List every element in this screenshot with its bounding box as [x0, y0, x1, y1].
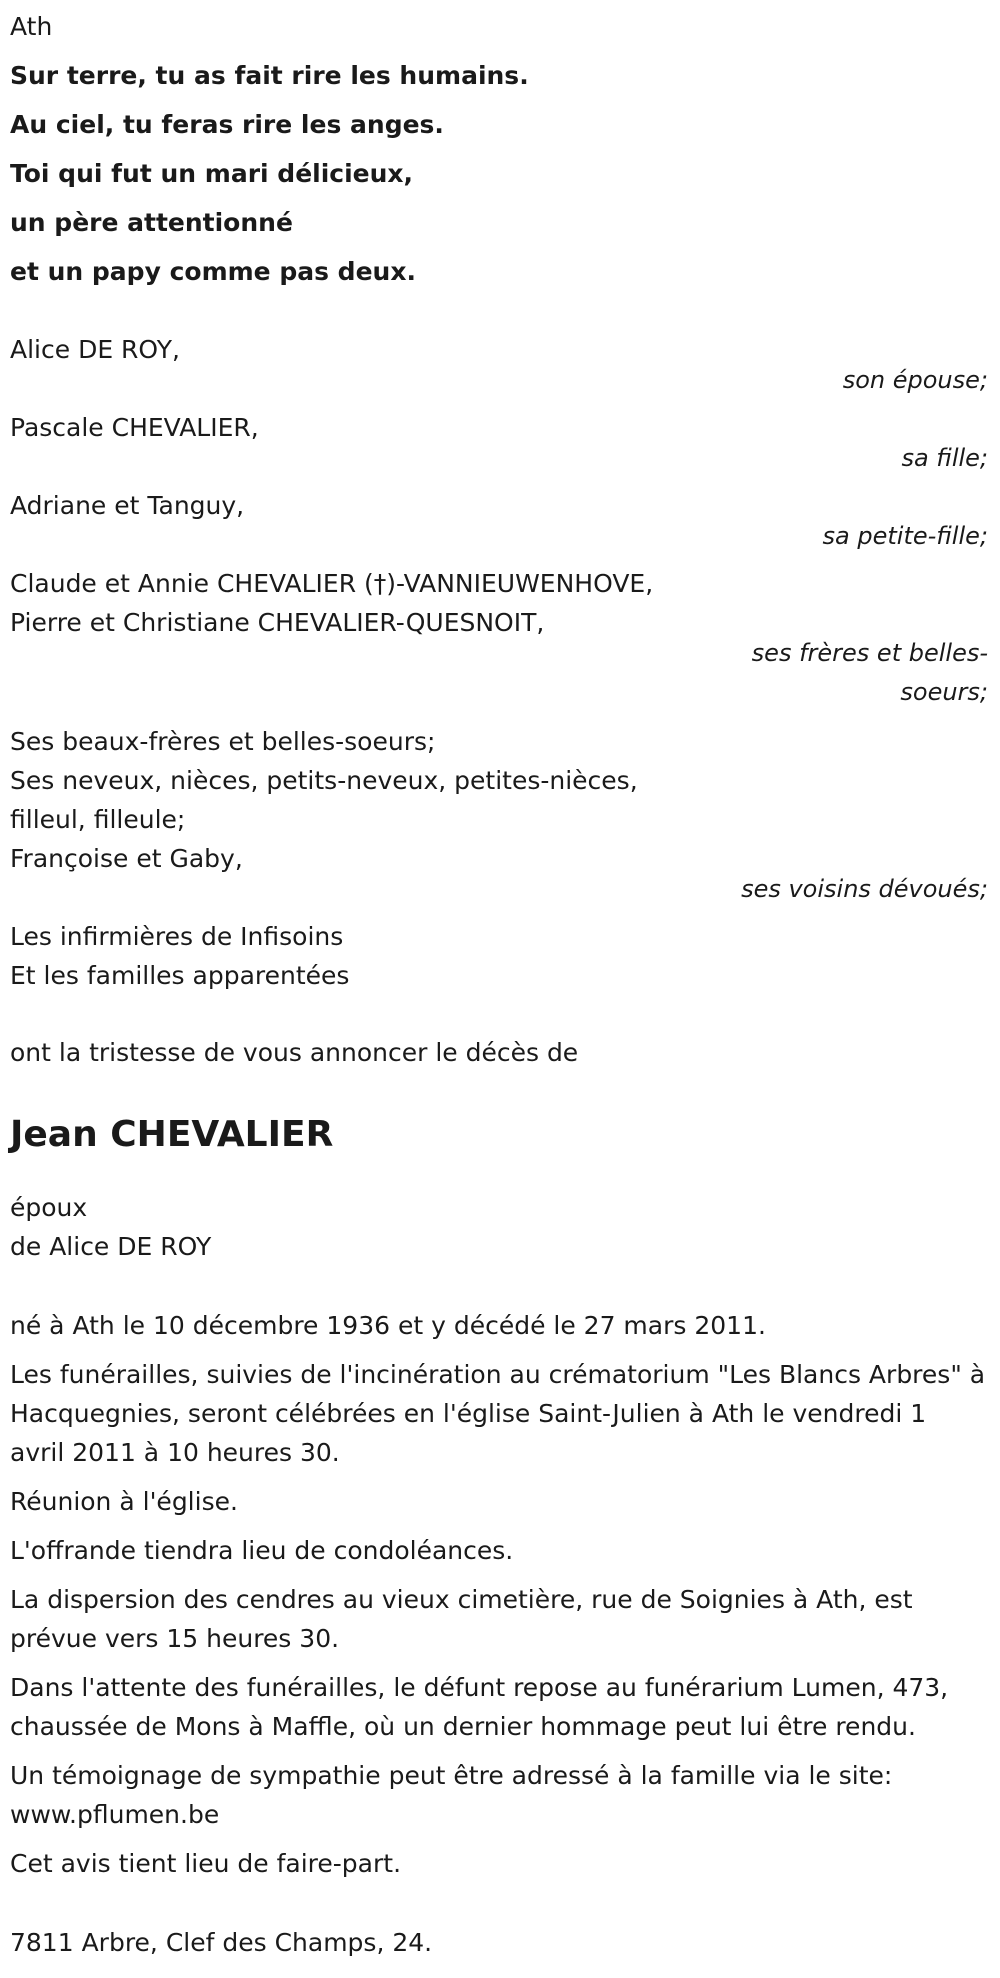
family-role: son épouse; [842, 366, 988, 394]
nephews-line: Ses neveux, nièces, petits-neveux, petites-nièces, [10, 766, 638, 795]
relatives-line: Et les familles apparentées [10, 961, 350, 990]
family-name: Alice DE ROY, [10, 335, 180, 364]
family-name: Pierre et Christiane CHEVALIER-QUESNOIT, [10, 608, 545, 637]
detail-paragraph: Les funérailles, suivies de l'incinération au crématorium "Les Blancs Arbres" à Hacquegnies, seront célébrées en l'église Saint-Julien à Ath le vendredi 1 avril 2011 à 10 heures 30. [10, 1360, 986, 1467]
family-role: ses voisins dévoués; [741, 875, 988, 903]
family-name: Adriane et Tanguy, [10, 491, 245, 520]
family-address: 7811 Arbre, Clef des Champs, 24. [10, 1928, 433, 1957]
death-notice [10, 0, 988, 1962]
poem-line: un père attentionné [10, 208, 293, 237]
poem [10, 51, 988, 296]
detail-paragraph: Dans l'attente des funérailles, le défunt repose au funérarium Lumen, 473, chaussée de Mons à Maffle, où un dernier hommage peut lui être rendu. [10, 1673, 949, 1741]
family-role: sa petite-fille; [822, 522, 988, 550]
inlaws-line: Ses beaux-frères et belles-soeurs; [10, 727, 436, 756]
relation-line: époux [10, 1193, 88, 1222]
nurses-line: Les infirmières de Infisoins [10, 922, 344, 951]
family-name: Claude et Annie CHEVALIER (†)-VANNIEUWENHOVE, [10, 569, 654, 598]
others [10, 917, 988, 995]
family-entry-daughter [10, 408, 988, 478]
deceased-relation [10, 1188, 988, 1266]
detail-paragraph: La dispersion des cendres au vieux cimetière, rue de Soignies à Ath, est prévue vers 15 heures 30. [10, 1585, 913, 1653]
family-entry-siblings [10, 564, 988, 712]
deceased-name: Jean CHEVALIER [10, 1114, 334, 1155]
family-name: Françoise et Gaby, [10, 844, 243, 873]
family-entry-neighbors [10, 839, 988, 909]
family-role: sa fille; [901, 444, 988, 472]
detail-paragraph: Réunion à l'église. [10, 1487, 238, 1516]
city-heading: Ath [10, 12, 53, 41]
nephews-line: filleul, filleule; [10, 805, 186, 834]
family-role: ses frères et belles-soeurs; [751, 639, 988, 706]
family-entry-spouse [10, 330, 988, 400]
poem-line: Au ciel, tu feras rire les anges. [10, 110, 444, 139]
relation-line: de Alice DE ROY [10, 1232, 212, 1261]
detail-paragraph: né à Ath le 10 décembre 1936 et y décédé le 27 mars 2011. [10, 1311, 766, 1340]
extended-family [10, 722, 988, 839]
poem-line: Toi qui fut un mari délicieux, [10, 159, 414, 188]
detail-paragraph: L'offrande tiendra lieu de condoléances. [10, 1536, 514, 1565]
announcement: ont la tristesse de vous annoncer le décès de [10, 1038, 579, 1067]
detail-paragraph: Cet avis tient lieu de faire-part. [10, 1849, 402, 1878]
family-name: Pascale CHEVALIER, [10, 413, 259, 442]
family-list [10, 330, 988, 995]
family-entry-granddaughter [10, 486, 988, 556]
poem-line: Sur terre, tu as fait rire les humains. [10, 61, 529, 90]
details [10, 1306, 988, 1883]
poem-line: et un papy comme pas deux. [10, 257, 416, 286]
detail-paragraph: Un témoignage de sympathie peut être adressé à la famille via le site: www.pflumen.be [10, 1761, 893, 1829]
